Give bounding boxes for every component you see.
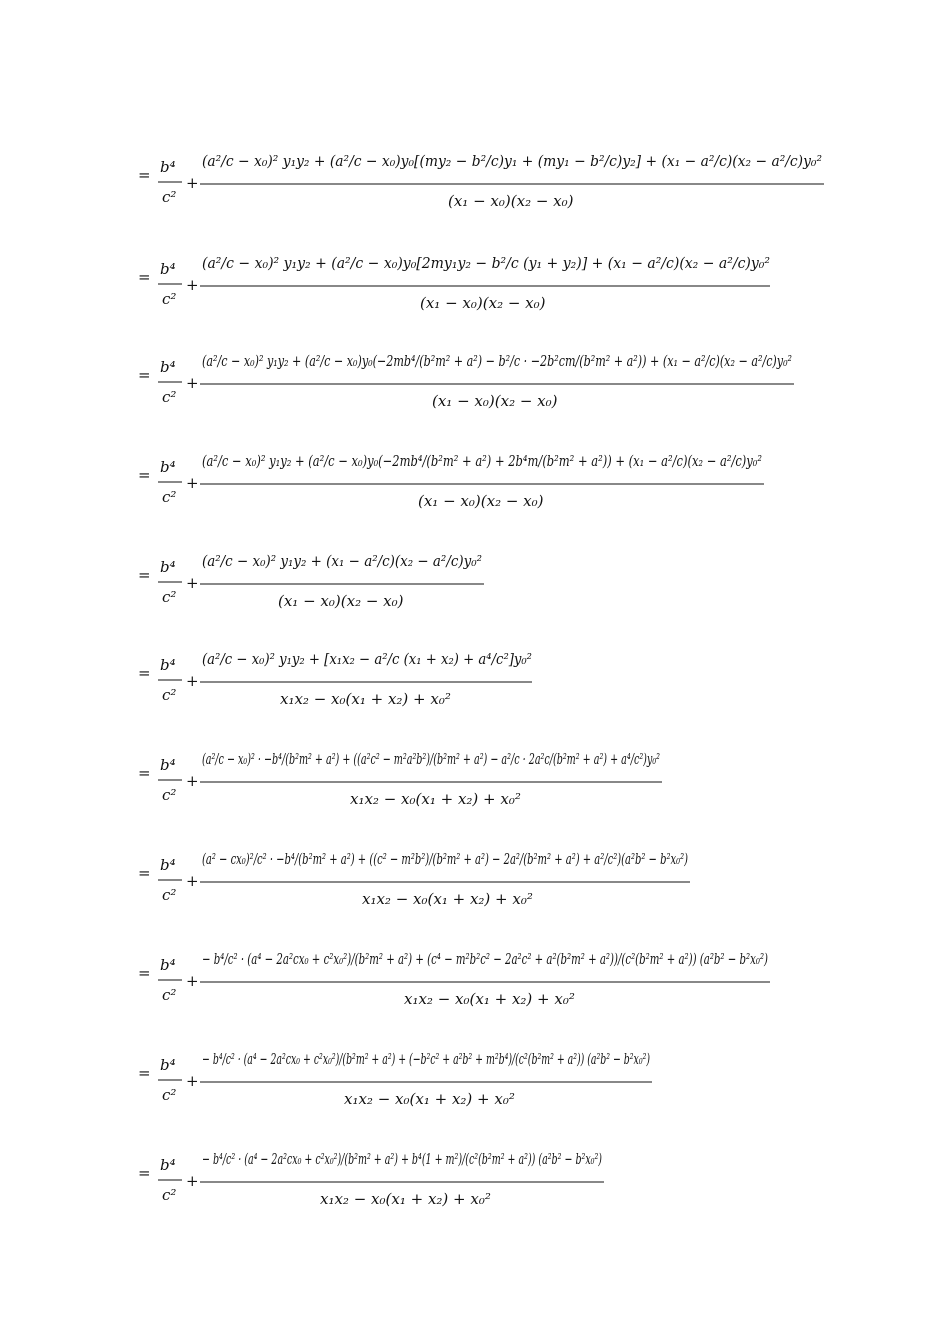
equals-sign: = xyxy=(138,466,151,484)
equals-sign: = xyxy=(138,1164,151,1182)
lead-numerator: b⁴ xyxy=(160,158,176,176)
plus-sign: + xyxy=(186,872,199,890)
lead-numerator: b⁴ xyxy=(160,756,176,774)
main-numerator: (a²/c − x₀)² y₁y₂ + (a²/c − x₀)y₀[(my₂ − b²/c)y₁ + (my₁ − b²/c)y₂] + (x₁ − a²/c)(x₂ − a²/c)y₀² xyxy=(202,152,822,170)
main-denominator: x₁x₂ − x₀(x₁ + x₂) + x₀² xyxy=(350,790,521,808)
lead-numerator: b⁴ xyxy=(160,1156,176,1174)
lead-denominator: c² xyxy=(162,1186,177,1204)
main-denominator: (x₁ − x₀)(x₂ − x₀) xyxy=(432,392,558,410)
equation-line-3 xyxy=(138,330,838,426)
main-numerator: − b⁴/c² · (a⁴ − 2a²cx₀ + c²x₀²)/(b²m² + a²) + b⁴(1 + m²)/(c²(b²m² + a²)) (a²b² − b²x₀²) xyxy=(202,1150,603,1168)
lead-numerator: b⁴ xyxy=(160,260,176,278)
equals-sign: = xyxy=(138,166,151,184)
lead-numerator: b⁴ xyxy=(160,458,176,476)
equation-line-2-render xyxy=(138,232,838,328)
plus-sign: + xyxy=(186,672,199,690)
plus-sign: + xyxy=(186,1072,199,1090)
equation-line-7-render xyxy=(138,728,838,824)
lead-denominator: c² xyxy=(162,588,177,606)
main-denominator: (x₁ − x₀)(x₂ − x₀) xyxy=(278,592,404,610)
equals-sign: = xyxy=(138,366,151,384)
main-denominator: (x₁ − x₀)(x₂ − x₀) xyxy=(418,492,544,510)
equals-sign: = xyxy=(138,268,151,286)
equals-sign: = xyxy=(138,566,151,584)
lead-denominator: c² xyxy=(162,290,177,308)
plus-sign: + xyxy=(186,174,199,192)
equation-line-10-render xyxy=(138,1028,838,1124)
lead-numerator: b⁴ xyxy=(160,656,176,674)
main-denominator: x₁x₂ − x₀(x₁ + x₂) + x₀² xyxy=(280,690,451,708)
equation-line-11-render xyxy=(138,1128,838,1224)
equation-line-6 xyxy=(138,628,838,724)
main-denominator: x₁x₂ − x₀(x₁ + x₂) + x₀² xyxy=(404,990,575,1008)
equation-line-3-render xyxy=(138,330,838,426)
lead-denominator: c² xyxy=(162,986,177,1004)
plus-sign: + xyxy=(186,374,199,392)
equation-line-1-render xyxy=(138,130,838,226)
lead-denominator: c² xyxy=(162,488,177,506)
lead-denominator: c² xyxy=(162,388,177,406)
main-numerator: (a²/c − x₀)² y₁y₂ + (a²/c − x₀)y₀(−2mb⁴/(b²m² + a²) + 2b⁴m/(b²m² + a²)) + (x₁ − a²/c)(x₂ − a²/c)y₀² xyxy=(202,452,762,470)
equals-sign: = xyxy=(138,664,151,682)
equation-line-1 xyxy=(138,130,838,226)
lead-denominator: c² xyxy=(162,786,177,804)
lead-numerator: b⁴ xyxy=(160,956,176,974)
lead-denominator: c² xyxy=(162,686,177,704)
main-numerator: (a² − cx₀)²/c² · −b⁴/(b²m² + a²) + ((c² − m²b²)/(b²m² + a²) − 2a²/(b²m² + a²) + a²/c²)(a²b² − b²x₀²) xyxy=(202,850,689,868)
lead-denominator: c² xyxy=(162,188,177,206)
equation-line-10 xyxy=(138,1028,838,1124)
lead-numerator: b⁴ xyxy=(160,856,176,874)
equals-sign: = xyxy=(138,1064,151,1082)
lead-numerator: b⁴ xyxy=(160,1056,176,1074)
lead-denominator: c² xyxy=(162,1086,177,1104)
equation-line-8-render xyxy=(138,828,838,924)
plus-sign: + xyxy=(186,1172,199,1190)
equals-sign: = xyxy=(138,964,151,982)
equation-line-7 xyxy=(138,728,838,824)
main-numerator: (a²/c − x₀)² y₁y₂ + [x₁x₂ − a²/c (x₁ + x₂) + a⁴/c²]y₀² xyxy=(202,650,532,668)
main-denominator: (x₁ − x₀)(x₂ − x₀) xyxy=(448,192,574,210)
equals-sign: = xyxy=(138,764,151,782)
main-denominator: x₁x₂ − x₀(x₁ + x₂) + x₀² xyxy=(362,890,533,908)
lead-numerator: b⁴ xyxy=(160,558,176,576)
equation-line-4 xyxy=(138,430,838,526)
plus-sign: + xyxy=(186,574,199,592)
main-denominator: x₁x₂ − x₀(x₁ + x₂) + x₀² xyxy=(344,1090,515,1108)
equation-line-4-render xyxy=(138,430,838,526)
equation-line-5-render xyxy=(138,530,838,626)
main-numerator: (a²/c − x₀)² y₁y₂ + (a²/c − x₀)y₀(−2mb⁴/(b²m² + a²) − b²/c · −2b²cm/(b²m² + a²)) + (x₁ − a²/c)(x₂ − a²/c)y₀² xyxy=(202,352,792,370)
plus-sign: + xyxy=(186,972,199,990)
main-numerator: (a²/c − x₀)² y₁y₂ + (x₁ − a²/c)(x₂ − a²/c)y₀² xyxy=(202,552,482,570)
equals-sign: = xyxy=(138,864,151,882)
plus-sign: + xyxy=(186,474,199,492)
main-numerator: (a²/c − x₀)² y₁y₂ + (a²/c − x₀)y₀[2my₁y₂ − b²/c (y₁ + y₂)] + (x₁ − a²/c)(x₂ − a²/c)y₀² xyxy=(202,254,770,272)
equation-line-9-render xyxy=(138,928,838,1024)
equation-line-8 xyxy=(138,828,838,924)
main-denominator: x₁x₂ − x₀(x₁ + x₂) + x₀² xyxy=(320,1190,491,1208)
main-numerator: − b⁴/c² · (a⁴ − 2a²cx₀ + c²x₀²)/(b²m² + a²) + (c⁴ − m²b²c² − 2a²c² + a²(b²m² + a²))/(c²(b²m² + a²)) (a²b² − b²x₀²) xyxy=(202,950,769,968)
main-numerator: − b⁴/c² · (a⁴ − 2a²cx₀ + c²x₀²)/(b²m² + a²) + (−b²c² + a²b² + m²b⁴)/(c²(b²m² + a²)) (a²b² − b²x₀²) xyxy=(202,1050,651,1068)
lead-numerator: b⁴ xyxy=(160,358,176,376)
equation-line-2 xyxy=(138,232,838,328)
equation-line-6-render xyxy=(138,628,838,724)
equation-line-11 xyxy=(138,1128,838,1224)
main-denominator: (x₁ − x₀)(x₂ − x₀) xyxy=(420,294,546,312)
plus-sign: + xyxy=(186,276,199,294)
plus-sign: + xyxy=(186,772,199,790)
equation-line-9 xyxy=(138,928,838,1024)
equation-line-5 xyxy=(138,530,838,626)
main-numerator: (a²/c − x₀)² · −b⁴/(b²m² + a²) + ((a²c² − m²a²b²)/(b²m² + a²) − a²/c · 2a²c/(b²m² + a²) + a⁴/c²)y₀² xyxy=(202,750,660,768)
lead-denominator: c² xyxy=(162,886,177,904)
